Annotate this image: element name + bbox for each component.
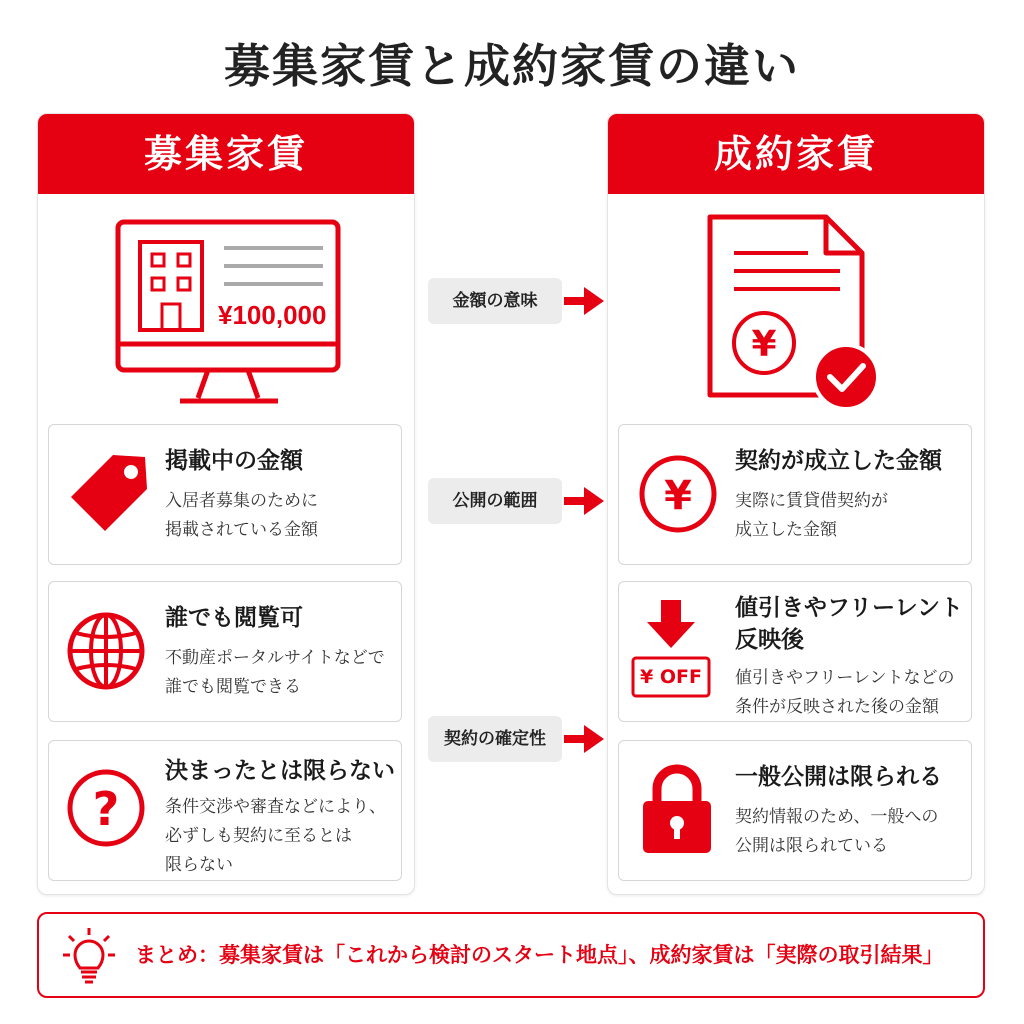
card-after-discount	[618, 581, 972, 722]
off-badge: ¥ OFF	[640, 666, 702, 688]
card-description: 条件交渉や審査などにより、 必ずしも契約に至るとは 限らない	[165, 797, 386, 875]
card-title: 決まったとは限らない	[165, 758, 395, 784]
card-limited-disclosure	[618, 740, 972, 881]
contracted-rent-panel	[607, 113, 985, 895]
document-yen-check-icon	[608, 209, 984, 414]
arrow-right-icon	[564, 725, 604, 753]
card-title: 掲載中の金額	[165, 448, 303, 474]
page-title: 募集家賃と成約家賃の違い	[224, 39, 800, 93]
card-description: 不動産ポータルサイトなどで 誰でも閲覧できる	[165, 648, 385, 697]
card-description: 実際に賃貸借契約が 成立した金額	[735, 491, 888, 540]
comparison-label: 金額の意味	[428, 278, 562, 324]
comparison-certainty	[428, 716, 608, 762]
card-not-guaranteed	[48, 740, 402, 881]
card-description: 契約情報のため、一般への 公開は限られている	[735, 807, 939, 856]
hero-yen-symbol: ¥	[751, 324, 777, 365]
arrow-right-icon	[564, 487, 604, 515]
card-title: 誰でも閲覧可	[165, 605, 303, 631]
card-public-viewing	[48, 581, 402, 722]
contracted-rent-header: 成約家賃	[608, 114, 984, 194]
comparison-label: 公開の範囲	[428, 478, 562, 524]
svg-text:¥: ¥	[664, 473, 692, 519]
monitor-building-price-icon	[38, 214, 414, 414]
card-listed-amount	[48, 424, 402, 565]
advertised-rent-panel	[37, 113, 415, 895]
globe-icon	[63, 608, 149, 698]
lock-icon	[635, 761, 719, 861]
comparison-scope	[428, 478, 608, 524]
summary-text: まとめ：募集家賃は「これから検討のスタート地点」、成約家賃は「実際の取引結果」	[135, 943, 944, 967]
hero-price: ¥100,000	[218, 300, 327, 330]
yen-circle-icon	[635, 451, 721, 541]
card-description: 値引きやフリーレントなどの 条件が反映された後の金額	[735, 668, 955, 717]
card-title: 一般公開は限られる	[735, 764, 942, 790]
svg-text:?: ?	[92, 782, 120, 836]
advertised-rent-header: 募集家賃	[38, 114, 414, 194]
card-contracted-amount	[618, 424, 972, 565]
question-icon	[63, 765, 149, 855]
discount-arrow-icon	[629, 598, 719, 706]
summary-box	[37, 912, 985, 998]
price-tag-icon	[65, 445, 151, 539]
arrow-right-icon	[564, 287, 604, 315]
comparison-meaning	[428, 278, 608, 324]
card-description: 入居者募集のために 掲載されている金額	[165, 491, 318, 540]
card-title: 値引きやフリーレント 反映後	[735, 595, 964, 653]
card-title: 契約が成立した金額	[735, 448, 942, 474]
comparison-label: 契約の確定性	[428, 716, 562, 762]
lightbulb-icon	[61, 928, 117, 990]
